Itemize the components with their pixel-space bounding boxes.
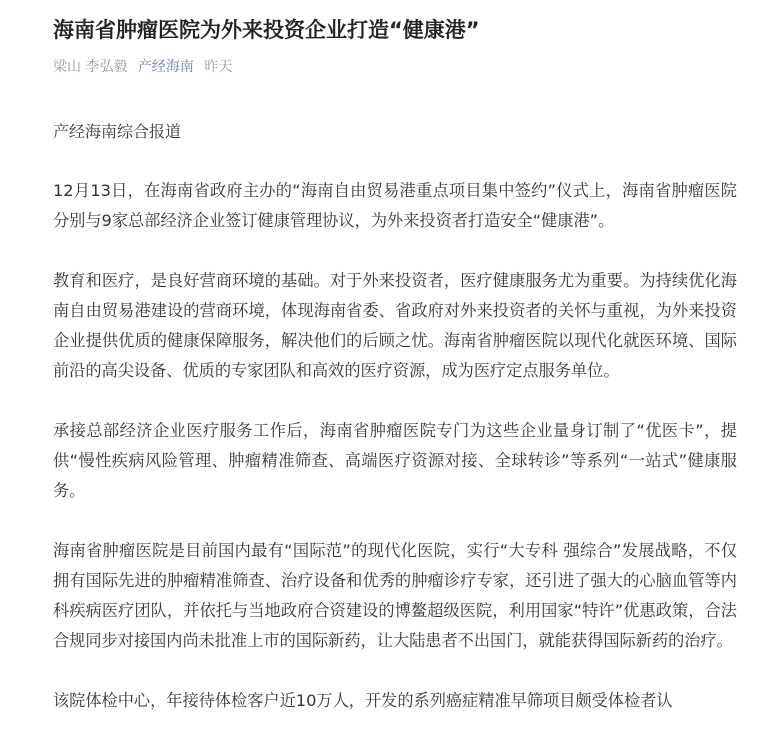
article-paragraph: 海南省肿瘤医院是目前国内最有“国际范”的现代化医院，实行“大专科 强综合”发展战略，不仅拥有国际先进的肿瘤精准筛查、治疗设备和优秀的肿瘤诊疗专家，还引进了强大的心脑血管等内科疾病医疗团队，并依托与当地政府合资建设的博鳌超级医院，利用国家“特许”优惠政策，合法合规同步对接国内尚未批准上市的国际新药，让大陆患者不出国门，就能获得国际新药的治疗。	[53, 541, 737, 650]
article-byline: 产经海南综合报道	[53, 122, 182, 141]
article-date: 昨天	[204, 59, 233, 75]
article-source-link[interactable]: 产经海南	[137, 59, 194, 75]
article-paragraph: 12月13日，在海南省政府主办的“海南自由贸易港重点项目集中签约”仪式上，海南省肿瘤医院分别与9家总部经济企业签订健康管理协议，为外来投资者打造安全“健康港”。	[53, 181, 737, 230]
article-title: 海南省肿瘤医院为外来投资企业打造“健康港”	[53, 18, 480, 42]
article-paragraph: 教育和医疗，是良好营商环境的基础。对于外来投资者，医疗健康服务尤为重要。为持续优化海南自由贸易港建设的营商环境，体现海南省委、省政府对外来投资者的关怀与重视，为外来投资企业提供优质的健康保障服务，解决他们的后顾之忧。海南省肿瘤医院以现代化就医环境、国际前沿的高尖设备、优质的专家团队和高效的医疗资源，成为医疗定点服务单位。	[53, 271, 737, 380]
article-authors: 梁山 李弘毅	[53, 59, 128, 75]
article-paragraph: 承接总部经济企业医疗服务工作后，海南省肿瘤医院专门为这些企业量身订制了“优医卡”，提供“慢性疾病风险管理、肿瘤精准筛查、高端医疗资源对接、全球转诊”等系列“一站式”健康服务。	[53, 421, 737, 500]
article-paragraph: 该院体检中心，年接待体检客户近10万人，开发的系列癌症精准早筛项目颇受体检者认	[53, 691, 673, 710]
article	[53, 0, 737, 716]
article-meta	[53, 57, 737, 77]
